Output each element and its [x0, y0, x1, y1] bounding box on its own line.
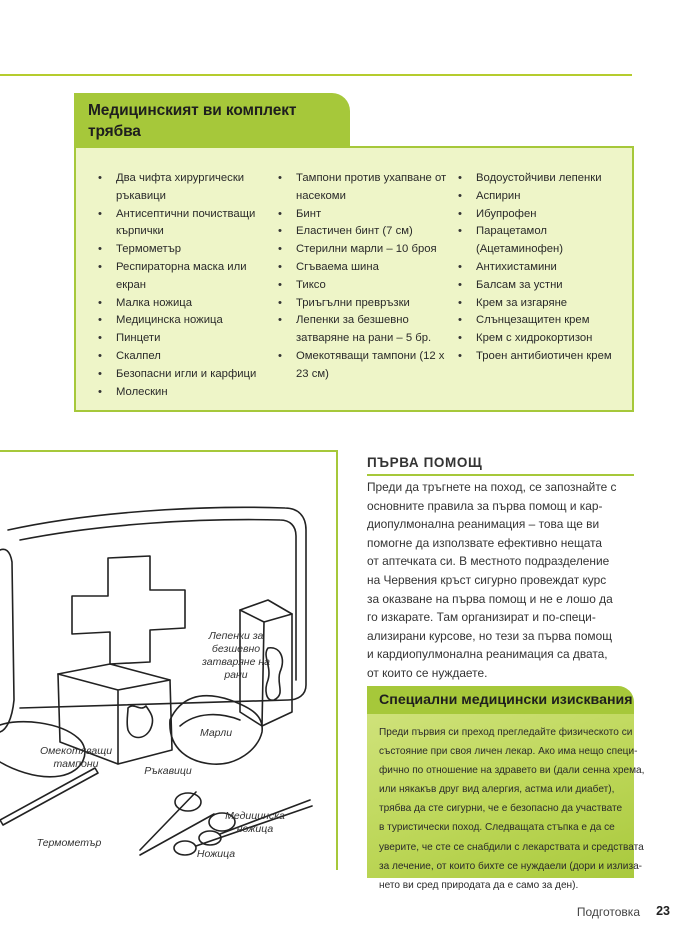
list-item: • Респираторна маска или екран	[96, 259, 266, 295]
list-item: • Слънцезащитен крем	[456, 312, 631, 330]
kit-list-column-2	[276, 170, 454, 384]
list-item: • Тиксо	[276, 277, 454, 295]
special-requirements-box	[367, 714, 645, 891]
kit-list-column-3	[456, 170, 631, 366]
label-gloves: Ръкавици	[144, 765, 192, 777]
label-gauze: Марли	[199, 727, 233, 739]
text-line: уверите, че сте се снабдили с лекарствата и средствата	[379, 841, 644, 853]
list-item: • Антисептични почистващи кърпички	[96, 206, 266, 242]
text-line: за оказване на първа помощ и не е лошо да	[367, 591, 613, 606]
list-item: • Скалпел	[96, 348, 266, 366]
text-line: или някакъв друг вид алергия, астма или диабет),	[379, 784, 615, 796]
label-scissors: Ножица	[196, 848, 236, 860]
text-line: го изкарате. Там организират и по-специ-	[367, 610, 596, 625]
cross-icon	[72, 556, 185, 664]
list-item: • Крем за изгаряне	[456, 295, 631, 313]
list-item: • Стерилни марли – 10 броя	[276, 241, 454, 259]
list-item: • Малка ножица	[96, 295, 266, 313]
first-aid-title: ПЪРВА ПОМОЩ	[367, 455, 483, 470]
text-line: на Червения кръст сигурно провеждат курс	[367, 572, 607, 587]
text-line: в туристически поход. Следващата стъпка е да се	[379, 822, 615, 834]
text-line: Преди първия си преход прегледайте физическото си	[379, 727, 633, 738]
top-divider	[0, 74, 632, 76]
list-item: • Молескин	[96, 384, 266, 402]
label-medical-scissors: Медицинска ножица	[225, 810, 285, 835]
text-line: състояние при своя личен лекар. Ако има нещо специ-	[379, 746, 638, 758]
list-item: • Сгъваема шина	[276, 259, 454, 277]
text-line: от аптечката си. В местното подразделение	[367, 554, 610, 569]
text-line: ализирани курсове, но тези за първа помощ	[367, 628, 613, 643]
list-item: • Термометър	[96, 241, 266, 259]
list-item: • Триъгълни превръзки	[276, 295, 454, 313]
list-item: • Парацетамол (Ацетаминофен)	[456, 223, 631, 259]
first-aid-kit-illustration	[0, 450, 340, 870]
list-item: • Водоустойчиви лепенки	[456, 170, 631, 188]
list-item: • Два чифта хирургически ръкавици	[96, 170, 266, 206]
list-item: • Балсам за устни	[456, 277, 631, 295]
list-item: • Лепенки за безшевно затваряне на рани – 5 бр.	[276, 312, 454, 348]
list-item: • Троен антибиотичен крем	[456, 348, 631, 366]
list-item: • Пинцети	[96, 330, 266, 348]
text-line: и кардиопулмонална реанимация са двата,	[367, 647, 608, 662]
text-line: трябва да сте сигурни, че е безопасно да участвате	[379, 803, 623, 815]
text-line: помогне да използвате ефективно нещата	[367, 535, 603, 550]
list-item: • Медицинска ножица	[96, 312, 266, 330]
first-aid-divider	[367, 474, 634, 476]
kit-list-box	[74, 146, 634, 412]
text-line: Преди да тръгнете на поход, се запознайте с	[367, 480, 617, 494]
list-item: • Еластичен бинт (7 см)	[276, 223, 454, 241]
special-requirements-title: Специални медицински изисквания	[367, 686, 634, 717]
list-item: • Тампони против ухапване от насекоми	[276, 170, 454, 206]
list-item: • Бинт	[276, 206, 454, 224]
label-strips: Лепенки за безшевно затваряне на рани	[202, 630, 270, 681]
text-line: фично по отношение на здравето ви (дали сенна хрема,	[379, 765, 645, 777]
first-aid-paragraph	[367, 478, 635, 683]
list-item: • Аспирин	[456, 188, 631, 206]
text-line: за лечение, от които бихте се нуждаели (дори и излиза-	[379, 860, 643, 872]
kit-box-title	[74, 93, 350, 149]
kit-list-column-1	[96, 170, 266, 401]
list-item: • Омекотяващи тампони (12 х 23 см)	[276, 348, 454, 384]
first-aid-kit-drawing	[0, 450, 340, 870]
list-item: • Крем с хидрокортизон	[456, 330, 631, 348]
kit-title-line-1: Медицинският ви комплект трябва	[88, 102, 297, 140]
footer-section-name: Подготовка	[576, 905, 640, 919]
text-line: нето ви сред природата да е само за ден).	[379, 879, 579, 891]
page-number: 23	[656, 904, 670, 918]
text-line: диопулмонална реанимация – това ще ви	[367, 517, 600, 532]
text-line: от които се нуждаете.	[367, 665, 488, 680]
list-item: • Ибупрофен	[456, 206, 631, 224]
label-thermometer: Термометър	[36, 837, 102, 849]
label-pads: Омекотяващи тампони	[39, 745, 113, 770]
list-item: • Безопасни игли и карфици	[96, 366, 266, 384]
list-item: • Антихистамини	[456, 259, 631, 277]
text-line: основните правила за първа помощ и кар-	[367, 498, 603, 513]
kit-case-lid	[0, 549, 14, 732]
